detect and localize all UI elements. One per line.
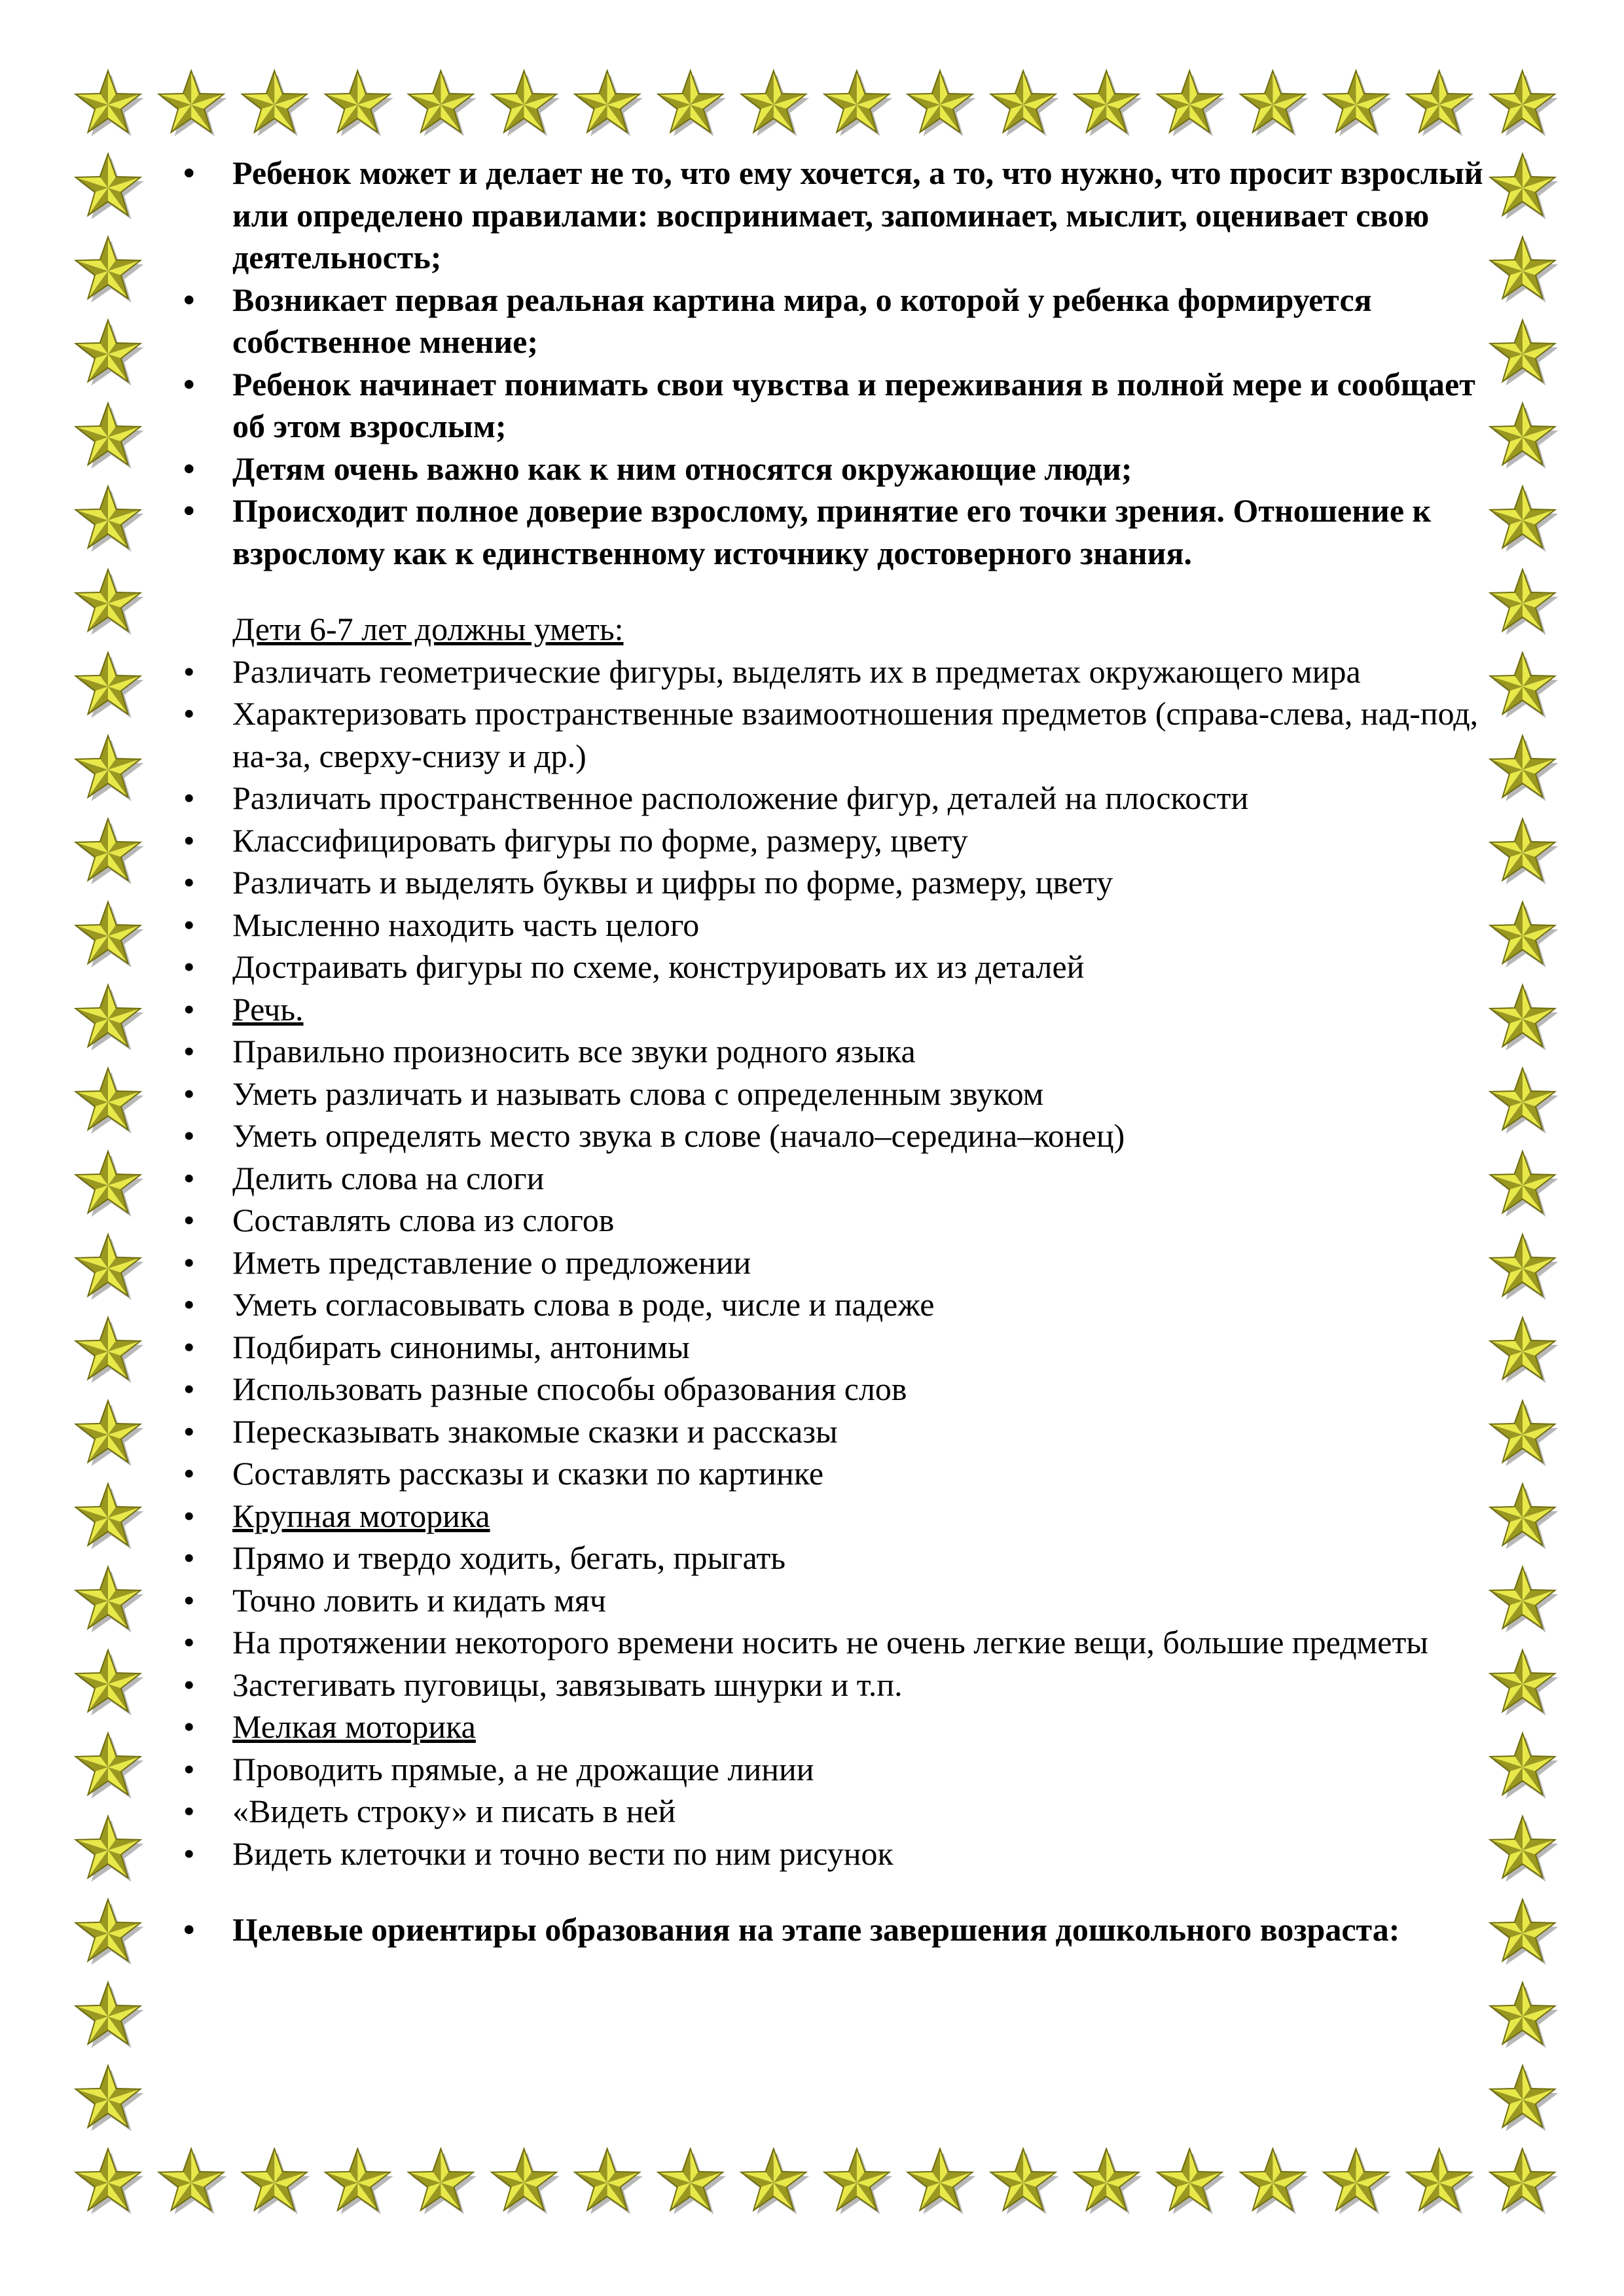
list-item: • Использовать разные способы образования слов	[171, 1368, 1513, 1410]
star-icon	[1324, 71, 1392, 136]
list-item: • Характеризовать пространственные взаимоотношения предметов (справа-слева, над-под, на-за, сверху-снизу и др.)	[171, 692, 1513, 777]
star-icon	[76, 1816, 144, 1882]
star-icon	[408, 71, 477, 136]
star-icon	[824, 71, 892, 136]
star-icon	[76, 569, 144, 635]
star-icon	[76, 1318, 144, 1383]
star-icon	[76, 1484, 144, 1549]
list-item: • Происходит полное доверие взрослому, принятие его точки зрения. Отношение к взрослому как к единственному источнику достоверного знания.	[171, 490, 1513, 574]
star-icon	[76, 1151, 144, 1217]
star-icon	[76, 819, 144, 884]
star-icon	[1490, 2066, 1559, 2131]
star-icon	[76, 1068, 144, 1134]
star-icon	[325, 71, 393, 136]
list-item: • «Видеть строку» и писать в ней	[171, 1790, 1513, 1833]
star-icon	[575, 2149, 643, 2214]
section-label-gross-motor: • Крупная моторика	[171, 1495, 1513, 1537]
skills-heading: Дети 6-7 лет должны уметь:	[232, 611, 624, 647]
list-item: • Ребенок может и делает не то, что ему хочется, а то, что нужно, что просит взрослый или определено правилами: воспринимает, запоминает, мыслит, оценивает свою деятельность;	[171, 152, 1513, 279]
list-item: • Возникает первая реальная картина мира, о которой у ребенка формируется собственное мнение;	[171, 279, 1513, 363]
star-icon	[991, 2149, 1059, 2214]
star-icon	[76, 1401, 144, 1466]
list-item: • Правильно произносить все звуки родного языка	[171, 1030, 1513, 1073]
star-icon	[658, 71, 726, 136]
star-icon	[159, 2149, 227, 2214]
list-item: • Составлять слова из слогов	[171, 1199, 1513, 1242]
list-item: • Различать и выделять буквы и цифры по форме, размеру, цвету	[171, 861, 1513, 904]
star-icon	[76, 486, 144, 552]
star-icon	[76, 1899, 144, 1965]
list-item: • Проводить прямые, а не дрожащие линии	[171, 1748, 1513, 1791]
list-item: • Прямо и твердо ходить, бегать, прыгать	[171, 1537, 1513, 1579]
star-icon	[76, 403, 144, 469]
star-icon	[325, 2149, 393, 2214]
star-icon	[76, 320, 144, 386]
star-icon	[76, 1733, 144, 1799]
characteristics-list	[171, 152, 1513, 574]
list-item: • Различать пространственное расположение фигур, деталей на плоскости	[171, 777, 1513, 819]
star-icon	[76, 653, 144, 718]
list-item: • Классифицировать фигуры по форме, размеру, цвету	[171, 819, 1513, 862]
star-icon	[1490, 2149, 1558, 2214]
star-icon	[76, 237, 144, 302]
star-icon	[76, 902, 144, 967]
star-icon	[824, 2149, 892, 2214]
list-item: • Составлять рассказы и сказки по картинке	[171, 1452, 1513, 1495]
star-icon	[76, 736, 144, 801]
star-icon	[658, 2149, 726, 2214]
section-label-fine-motor: • Мелкая моторика	[171, 1706, 1513, 1748]
section-label-speech: • Речь.	[171, 988, 1513, 1031]
list-item: • Пересказывать знакомые сказки и рассказы	[171, 1410, 1513, 1453]
targets-list	[171, 1909, 1513, 1951]
star-icon	[76, 1567, 144, 1632]
list-item: • Подбирать синонимы, антонимы	[171, 1326, 1513, 1369]
list-item: • Точно ловить и кидать мяч	[171, 1579, 1513, 1622]
list-item: • Делить слова на слоги	[171, 1157, 1513, 1200]
list-item: • Различать геометрические фигуры, выделять их в предметах окружающего мира	[171, 651, 1513, 693]
star-icon	[1074, 71, 1142, 136]
list-item: • На протяжении некоторого времени носить не очень легкие вещи, большие предметы	[171, 1621, 1513, 1664]
star-icon	[492, 71, 560, 136]
star-icon	[408, 2149, 477, 2214]
star-icon	[1407, 2149, 1475, 2214]
list-item: • Достраивать фигуры по схеме, конструировать их из деталей	[171, 946, 1513, 988]
star-icon	[908, 71, 976, 136]
star-icon	[575, 71, 643, 136]
star-icon	[76, 1650, 144, 1715]
star-icon	[1490, 1982, 1559, 2048]
star-icon	[1240, 2149, 1308, 2214]
list-item: • Уметь определять место звука в слове (начало–середина–конец)	[171, 1115, 1513, 1157]
star-icon	[1324, 2149, 1392, 2214]
star-icon	[991, 71, 1059, 136]
star-icon	[76, 154, 144, 219]
list-item: • Видеть клеточки и точно вести по ним рисунок	[171, 1833, 1513, 1875]
star-icon	[76, 1982, 144, 2048]
star-icon	[492, 2149, 560, 2214]
star-icon	[76, 985, 144, 1050]
list-item: • Целевые ориентиры образования на этапе завершения дошкольного возраста:	[171, 1909, 1513, 1951]
star-icon	[242, 71, 310, 136]
star-icon	[1240, 71, 1308, 136]
document-body	[171, 152, 1513, 1951]
star-icon	[76, 1234, 144, 1300]
star-icon	[1407, 71, 1475, 136]
list-item: • Детям очень важно как к ним относятся окружающие люди;	[171, 448, 1513, 490]
star-icon	[76, 2066, 144, 2131]
star-icon	[159, 71, 227, 136]
star-icon	[76, 2149, 144, 2214]
star-icon	[1157, 71, 1225, 136]
star-icon	[1074, 2149, 1142, 2214]
list-item: • Застегивать пуговицы, завязывать шнурки и т.п.	[171, 1664, 1513, 1706]
list-item: • Иметь представление о предложении	[171, 1242, 1513, 1284]
list-item: • Ребенок начинает понимать свои чувства и переживания в полной мере и сообщает об этом взрослым;	[171, 363, 1513, 448]
star-icon	[1157, 2149, 1225, 2214]
list-item: • Мысленно находить часть целого	[171, 904, 1513, 946]
list-item: • Уметь согласовывать слова в роде, числе и падеже	[171, 1283, 1513, 1326]
star-icon	[741, 2149, 809, 2214]
skills-list	[171, 651, 1513, 1875]
star-icon	[76, 71, 144, 136]
star-icon	[242, 2149, 310, 2214]
star-icon	[1490, 71, 1558, 136]
list-item: • Уметь различать и называть слова с определенным звуком	[171, 1073, 1513, 1115]
star-icon	[741, 71, 809, 136]
star-icon	[908, 2149, 976, 2214]
